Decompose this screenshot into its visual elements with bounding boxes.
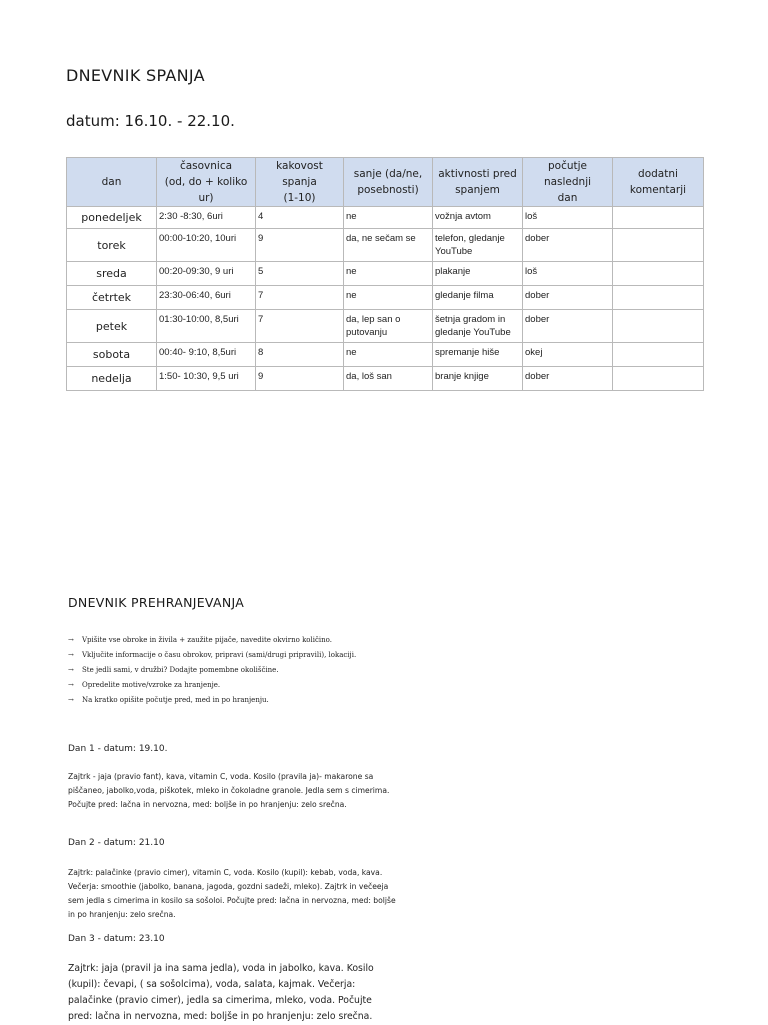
sleep-diary-title: DNEVNIK SPANJA <box>66 66 205 85</box>
activities-cell: spremanje hiše <box>433 343 523 367</box>
day-cell: torek <box>67 229 157 262</box>
quality-cell: 5 <box>256 262 344 286</box>
comments-cell <box>613 343 704 367</box>
dreams-cell: da, loš san <box>344 367 433 391</box>
instructions-list <box>68 633 356 708</box>
column-header: dan <box>67 158 157 207</box>
column-header: kakovost spanja (1-10) <box>256 158 344 207</box>
quality-cell: 7 <box>256 310 344 343</box>
arrow-icon: → <box>68 696 74 704</box>
column-header: dodatni komentarji <box>613 158 704 207</box>
dreams-cell: ne <box>344 262 433 286</box>
feeling-cell: dober <box>523 286 613 310</box>
sleep-diary-table <box>66 157 704 391</box>
feeling-cell: dober <box>523 229 613 262</box>
time-cell: 00:20-09:30, 9 uri <box>157 262 256 286</box>
quality-cell: 4 <box>256 207 344 229</box>
feeling-cell: loš <box>523 207 613 229</box>
quality-cell: 9 <box>256 367 344 391</box>
column-header: aktivnosti pred spanjem <box>433 158 523 207</box>
feeling-cell: loš <box>523 262 613 286</box>
dreams-cell: ne <box>344 286 433 310</box>
arrow-icon: → <box>68 666 74 674</box>
instruction-item: → Vključite informacije o času obrokov, pripravi (sami/drugi pripravili), lokaciji. <box>68 648 356 663</box>
table-row <box>67 310 704 343</box>
day-cell: sreda <box>67 262 157 286</box>
instruction-item: → Na kratko opišite počutje pred, med in po hranjenju. <box>68 693 356 708</box>
comments-cell <box>613 207 704 229</box>
day-cell: nedelja <box>67 367 157 391</box>
time-cell: 00:40- 9:10, 8,5uri <box>157 343 256 367</box>
arrow-icon: → <box>68 651 74 659</box>
time-cell: 1:50- 10:30, 9,5 uri <box>157 367 256 391</box>
instruction-item: → Vpišite vse obroke in živila + zaužite pijače, navedite okvirno količino. <box>68 633 356 648</box>
table-row <box>67 286 704 310</box>
day-3-text: Zajtrk: jaja (pravil ja ina sama jedla), voda in jabolko, kava. Kosilo (kupil): čevapi, ( sa sošolcima), voda, salata, kajmak. Večerja: palačinke (pravio cimer), jedla sa cimerima, mleko, voda. Počujte pred: lačna in nervozna, med: boljše in po hranjenju: zelo srečna. <box>68 963 374 1022</box>
table-row <box>67 343 704 367</box>
day-cell: petek <box>67 310 157 343</box>
comments-cell <box>613 229 704 262</box>
feeling-cell: dober <box>523 310 613 343</box>
table-row <box>67 262 704 286</box>
time-cell: 01:30-10:00, 8,5uri <box>157 310 256 343</box>
instruction-item: → Opredelite motive/vzroke za hranjenje. <box>68 678 356 693</box>
activities-cell: vožnja avtom <box>433 207 523 229</box>
column-header: časovnica (od, do + koliko ur) <box>157 158 256 207</box>
day-2-heading: Dan 2 - datum: 21.10 <box>68 838 165 848</box>
comments-cell <box>613 310 704 343</box>
time-cell: 23:30-06:40, 6uri <box>157 286 256 310</box>
instruction-item: → Ste jedli sami, v družbi? Dodajte pomembne okoliščine. <box>68 663 356 678</box>
quality-cell: 9 <box>256 229 344 262</box>
table-row <box>67 367 704 391</box>
day-2-text: Zajtrk: palačinke (pravio cimer), vitamin C, voda. Kosilo (kupil): kebab, voda, kava. Večerja: smoothie (jabolko, banana, jagoda, gozdni sadeži, mleko). Zajtrk in večeeja sem jedla s cimerima in kosilo sa sošoloi. Počujte pred: lačna in nervozna, med: boljše in po hranjenju: zelo srečna. <box>68 868 396 919</box>
day-3-heading: Dan 3 - datum: 23.10 <box>68 934 165 944</box>
activities-cell: šetnja gradom in gledanje YouTube <box>433 310 523 343</box>
table-row <box>67 229 704 262</box>
table-row <box>67 207 704 229</box>
dreams-cell: ne <box>344 207 433 229</box>
quality-cell: 7 <box>256 286 344 310</box>
activities-cell: telefon, gledanje YouTube <box>433 229 523 262</box>
comments-cell <box>613 262 704 286</box>
dreams-cell: da, lep san o putovanju <box>344 310 433 343</box>
quality-cell: 8 <box>256 343 344 367</box>
day-cell: sobota <box>67 343 157 367</box>
feeling-cell: dober <box>523 367 613 391</box>
activities-cell: branje knjige <box>433 367 523 391</box>
arrow-icon: → <box>68 636 74 644</box>
time-cell: 2:30 -8:30, 6uri <box>157 207 256 229</box>
day-cell: četrtek <box>67 286 157 310</box>
comments-cell <box>613 367 704 391</box>
dreams-cell: da, ne sečam se <box>344 229 433 262</box>
column-header: sanje (da/ne, posebnosti) <box>344 158 433 207</box>
activities-cell: gledanje filma <box>433 286 523 310</box>
feeling-cell: okej <box>523 343 613 367</box>
column-header: počutje naslednji dan <box>523 158 613 207</box>
day-cell: ponedeljek <box>67 207 157 229</box>
day-1-text: Zajtrk - jaja (pravio fant), kava, vitamin C, voda. Kosilo (pravila ja)- makarone sa piščaneo, jabolko,voda, piškotek, mleko in čokoladne granole. Jedla sem s cimerima. Počujte pred: lačna in nervozna, med: boljše in po hranjenju: zelo srečna. <box>68 772 390 809</box>
day-1-heading: Dan 1 - datum: 19.10. <box>68 744 168 754</box>
table-header-row <box>67 158 704 207</box>
comments-cell <box>613 286 704 310</box>
arrow-icon: → <box>68 681 74 689</box>
food-diary-title: DNEVNIK PREHRANJEVANJA <box>68 595 245 610</box>
sleep-diary-date: datum: 16.10. - 22.10. <box>66 112 235 130</box>
activities-cell: plakanje <box>433 262 523 286</box>
dreams-cell: ne <box>344 343 433 367</box>
time-cell: 00:00-10:20, 10uri <box>157 229 256 262</box>
